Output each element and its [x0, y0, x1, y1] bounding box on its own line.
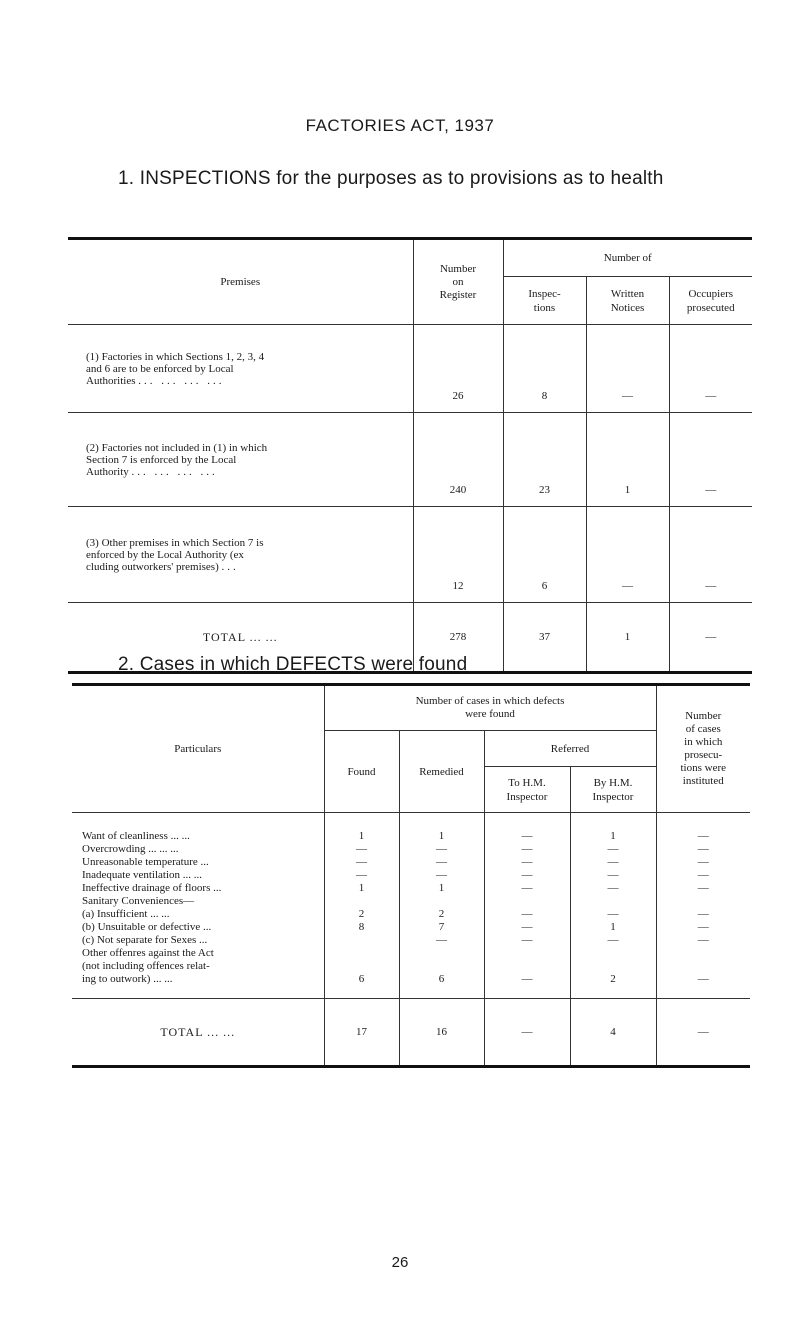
- by-header-line: Inspector: [592, 790, 634, 803]
- inspections-header: [503, 277, 586, 325]
- cases-header-line: were found: [465, 708, 515, 720]
- found-column: [324, 813, 399, 999]
- prosecutions-header-line: Number: [685, 710, 722, 722]
- particulars-header: Particulars: [72, 685, 324, 813]
- list-item: (not including offences relat-: [82, 960, 210, 972]
- premises-line: Section 7 is enforced by the Local: [86, 453, 237, 466]
- remedied-value: —: [436, 856, 447, 868]
- premises-line: Authorities: [86, 374, 136, 387]
- prosecuted-header-line: prosecuted: [686, 301, 735, 314]
- total-to: —: [484, 999, 570, 1067]
- to-value: —: [521, 973, 533, 985]
- inspections-cell: 8: [503, 325, 586, 413]
- remedied-value: —: [436, 869, 447, 881]
- list-item: Overcrowding ... ... ...: [82, 843, 179, 855]
- register-header: [413, 239, 503, 325]
- remedied-value: 6: [438, 973, 445, 985]
- total-label: TOTAL ... ...: [160, 1024, 236, 1039]
- prosecutions-value: —: [697, 934, 709, 946]
- cases-header-line: Number of cases in which defects: [415, 695, 565, 707]
- leader-dots: ... ... ... ...: [138, 374, 225, 387]
- table-row: [68, 325, 752, 413]
- notices-cell: —: [586, 507, 669, 603]
- list-item: Want of cleanliness ... ...: [82, 830, 190, 842]
- to-value: —: [521, 921, 533, 933]
- found-value: 6: [358, 973, 365, 985]
- list-item: Unreasonable temperature ...: [82, 856, 209, 868]
- premises-line: (1) Factories in which Sections 1, 2, 3, 4: [86, 350, 265, 363]
- inspections-cell: 6: [503, 507, 586, 603]
- prosecutions-value: —: [697, 830, 709, 842]
- prosecuted-header: [669, 277, 752, 325]
- table-row: [68, 413, 752, 507]
- inspections-header-line: Inspec-: [528, 287, 561, 300]
- remedied-column: [399, 813, 484, 999]
- inspections-table: [68, 237, 752, 674]
- remedied-header: Remedied: [399, 731, 484, 813]
- list-item: (c) Not separate for Sexes ...: [82, 934, 208, 946]
- premises-cell: [68, 325, 413, 413]
- leader-dots: ... ... ... ...: [131, 465, 218, 478]
- to-inspector-column: [484, 813, 570, 999]
- notices-header-line: Notices: [610, 301, 645, 314]
- prosecutions-header-line: instituted: [682, 775, 724, 787]
- prosecuted-header-line: Occupiers: [688, 287, 734, 300]
- total-by: 4: [570, 999, 656, 1067]
- total-register: 278: [413, 603, 503, 673]
- found-value: 1: [358, 882, 365, 894]
- prosecutions-header-line: prosecu-: [684, 749, 723, 761]
- prosecutions-header-line: in which: [684, 736, 723, 748]
- defects-table: [72, 683, 750, 1068]
- inspections-header-line: tions: [533, 301, 556, 314]
- found-value: 1: [358, 830, 365, 842]
- total-prosecuted: —: [669, 603, 752, 673]
- prosecutions-value: —: [697, 856, 709, 868]
- register-header-line: Number: [439, 262, 477, 275]
- defects-body-row: [72, 813, 750, 999]
- to-value: —: [521, 882, 533, 894]
- notices-cell: 1: [586, 413, 669, 507]
- section1-title: 1. INSPECTIONS for the purposes as to provisions as to health: [118, 168, 664, 189]
- found-value: 8: [358, 921, 365, 933]
- by-inspector-column: [570, 813, 656, 999]
- by-value: —: [607, 856, 619, 868]
- register-header-line: on: [452, 275, 464, 288]
- referred-header: Referred: [484, 731, 656, 767]
- premises-line: and 6 are to be enforced by Local: [86, 362, 234, 375]
- list-item: Inadequate ventilation ... ...: [82, 869, 203, 881]
- remedied-value: 1: [438, 830, 445, 842]
- prosecutions-header: [656, 685, 750, 813]
- prosecutions-value: —: [697, 882, 709, 894]
- prosecutions-value: —: [697, 921, 709, 933]
- remedied-value: —: [436, 843, 447, 855]
- found-value: —: [356, 869, 367, 881]
- total-row: [72, 999, 750, 1067]
- to-value: —: [521, 843, 533, 855]
- by-value: 1: [610, 830, 616, 842]
- prosecutions-value: —: [697, 869, 709, 881]
- prosecutions-column: [656, 813, 750, 999]
- prosecutions-value: —: [697, 973, 709, 985]
- register-cell: 240: [413, 413, 503, 507]
- table-row: [68, 507, 752, 603]
- premises-line: (3) Other premises in which Section 7 is: [86, 536, 264, 549]
- total-label: TOTAL ... ...: [202, 629, 278, 644]
- found-header: Found: [324, 731, 399, 813]
- notices-cell: —: [586, 325, 669, 413]
- found-value: 2: [358, 908, 365, 920]
- by-value: 1: [610, 921, 616, 933]
- list-item: (b) Unsuitable or defective ...: [82, 921, 212, 933]
- found-value: —: [356, 856, 367, 868]
- list-item: ing to outwork) ... ...: [82, 973, 173, 985]
- prosecutions-header-line: of cases: [685, 723, 721, 735]
- prosecutions-header-line: tions were: [680, 762, 726, 774]
- found-value: —: [356, 843, 367, 855]
- by-value: —: [607, 908, 619, 920]
- premises-line: Authority: [86, 465, 129, 478]
- to-header-line: Inspector: [506, 790, 548, 803]
- by-hm-inspector-header: [570, 767, 656, 813]
- section2-title: 2. Cases in which DEFECTS were found: [118, 654, 468, 675]
- list-item: Ineffective drainage of floors ...: [82, 882, 222, 894]
- number-of-header: Number of: [503, 239, 752, 277]
- to-header-line: To H.M.: [508, 776, 546, 789]
- prosecuted-cell: —: [669, 325, 752, 413]
- leader-dots: ...: [221, 560, 239, 573]
- to-value: —: [521, 908, 533, 920]
- to-hm-inspector-header: [484, 767, 570, 813]
- by-value: —: [607, 869, 619, 881]
- list-item: Other offenres against the Act: [82, 947, 214, 959]
- inspections-cell: 23: [503, 413, 586, 507]
- remedied-value: 1: [438, 882, 445, 894]
- list-item: (a) Insufficient ... ...: [82, 908, 170, 920]
- page-number: 26: [391, 1254, 409, 1271]
- premises-header: Premises: [68, 239, 413, 325]
- total-notices: 1: [586, 603, 669, 673]
- to-value: —: [521, 934, 533, 946]
- document-title: FACTORIES ACT, 1937: [305, 116, 495, 135]
- register-header-line: Register: [439, 288, 477, 301]
- to-value: —: [521, 830, 533, 842]
- total-found: 17: [324, 999, 399, 1067]
- total-inspections: 37: [503, 603, 586, 673]
- register-cell: 26: [413, 325, 503, 413]
- by-value: —: [607, 882, 619, 894]
- by-value: 2: [610, 973, 616, 985]
- premises-line: (2) Factories not included in (1) in which: [86, 441, 268, 454]
- list-item: Sanitary Conveniences—: [82, 895, 195, 907]
- prosecutions-value: —: [697, 908, 709, 920]
- to-value: —: [521, 869, 533, 881]
- to-value: —: [521, 856, 533, 868]
- prosecuted-cell: —: [669, 507, 752, 603]
- total-prosecutions: —: [656, 999, 750, 1067]
- premises-line: enforced by the Local Authority (ex: [86, 548, 244, 561]
- notices-header: [586, 277, 669, 325]
- remedied-value: —: [436, 934, 447, 946]
- prosecutions-value: —: [697, 843, 709, 855]
- by-header-line: By H.M.: [593, 776, 633, 789]
- premises-line: cluding outworkers' premises): [86, 560, 219, 573]
- remedied-value: 7: [438, 921, 445, 933]
- premises-cell: [68, 507, 413, 603]
- by-value: —: [607, 843, 619, 855]
- register-cell: 12: [413, 507, 503, 603]
- total-remedied: 16: [399, 999, 484, 1067]
- by-value: —: [607, 934, 619, 946]
- prosecuted-cell: —: [669, 413, 752, 507]
- particulars-column: [72, 813, 324, 999]
- remedied-value: 2: [438, 908, 445, 920]
- notices-header-line: Written: [610, 287, 645, 300]
- number-of-cases-header: [324, 685, 656, 731]
- premises-cell: [68, 413, 413, 507]
